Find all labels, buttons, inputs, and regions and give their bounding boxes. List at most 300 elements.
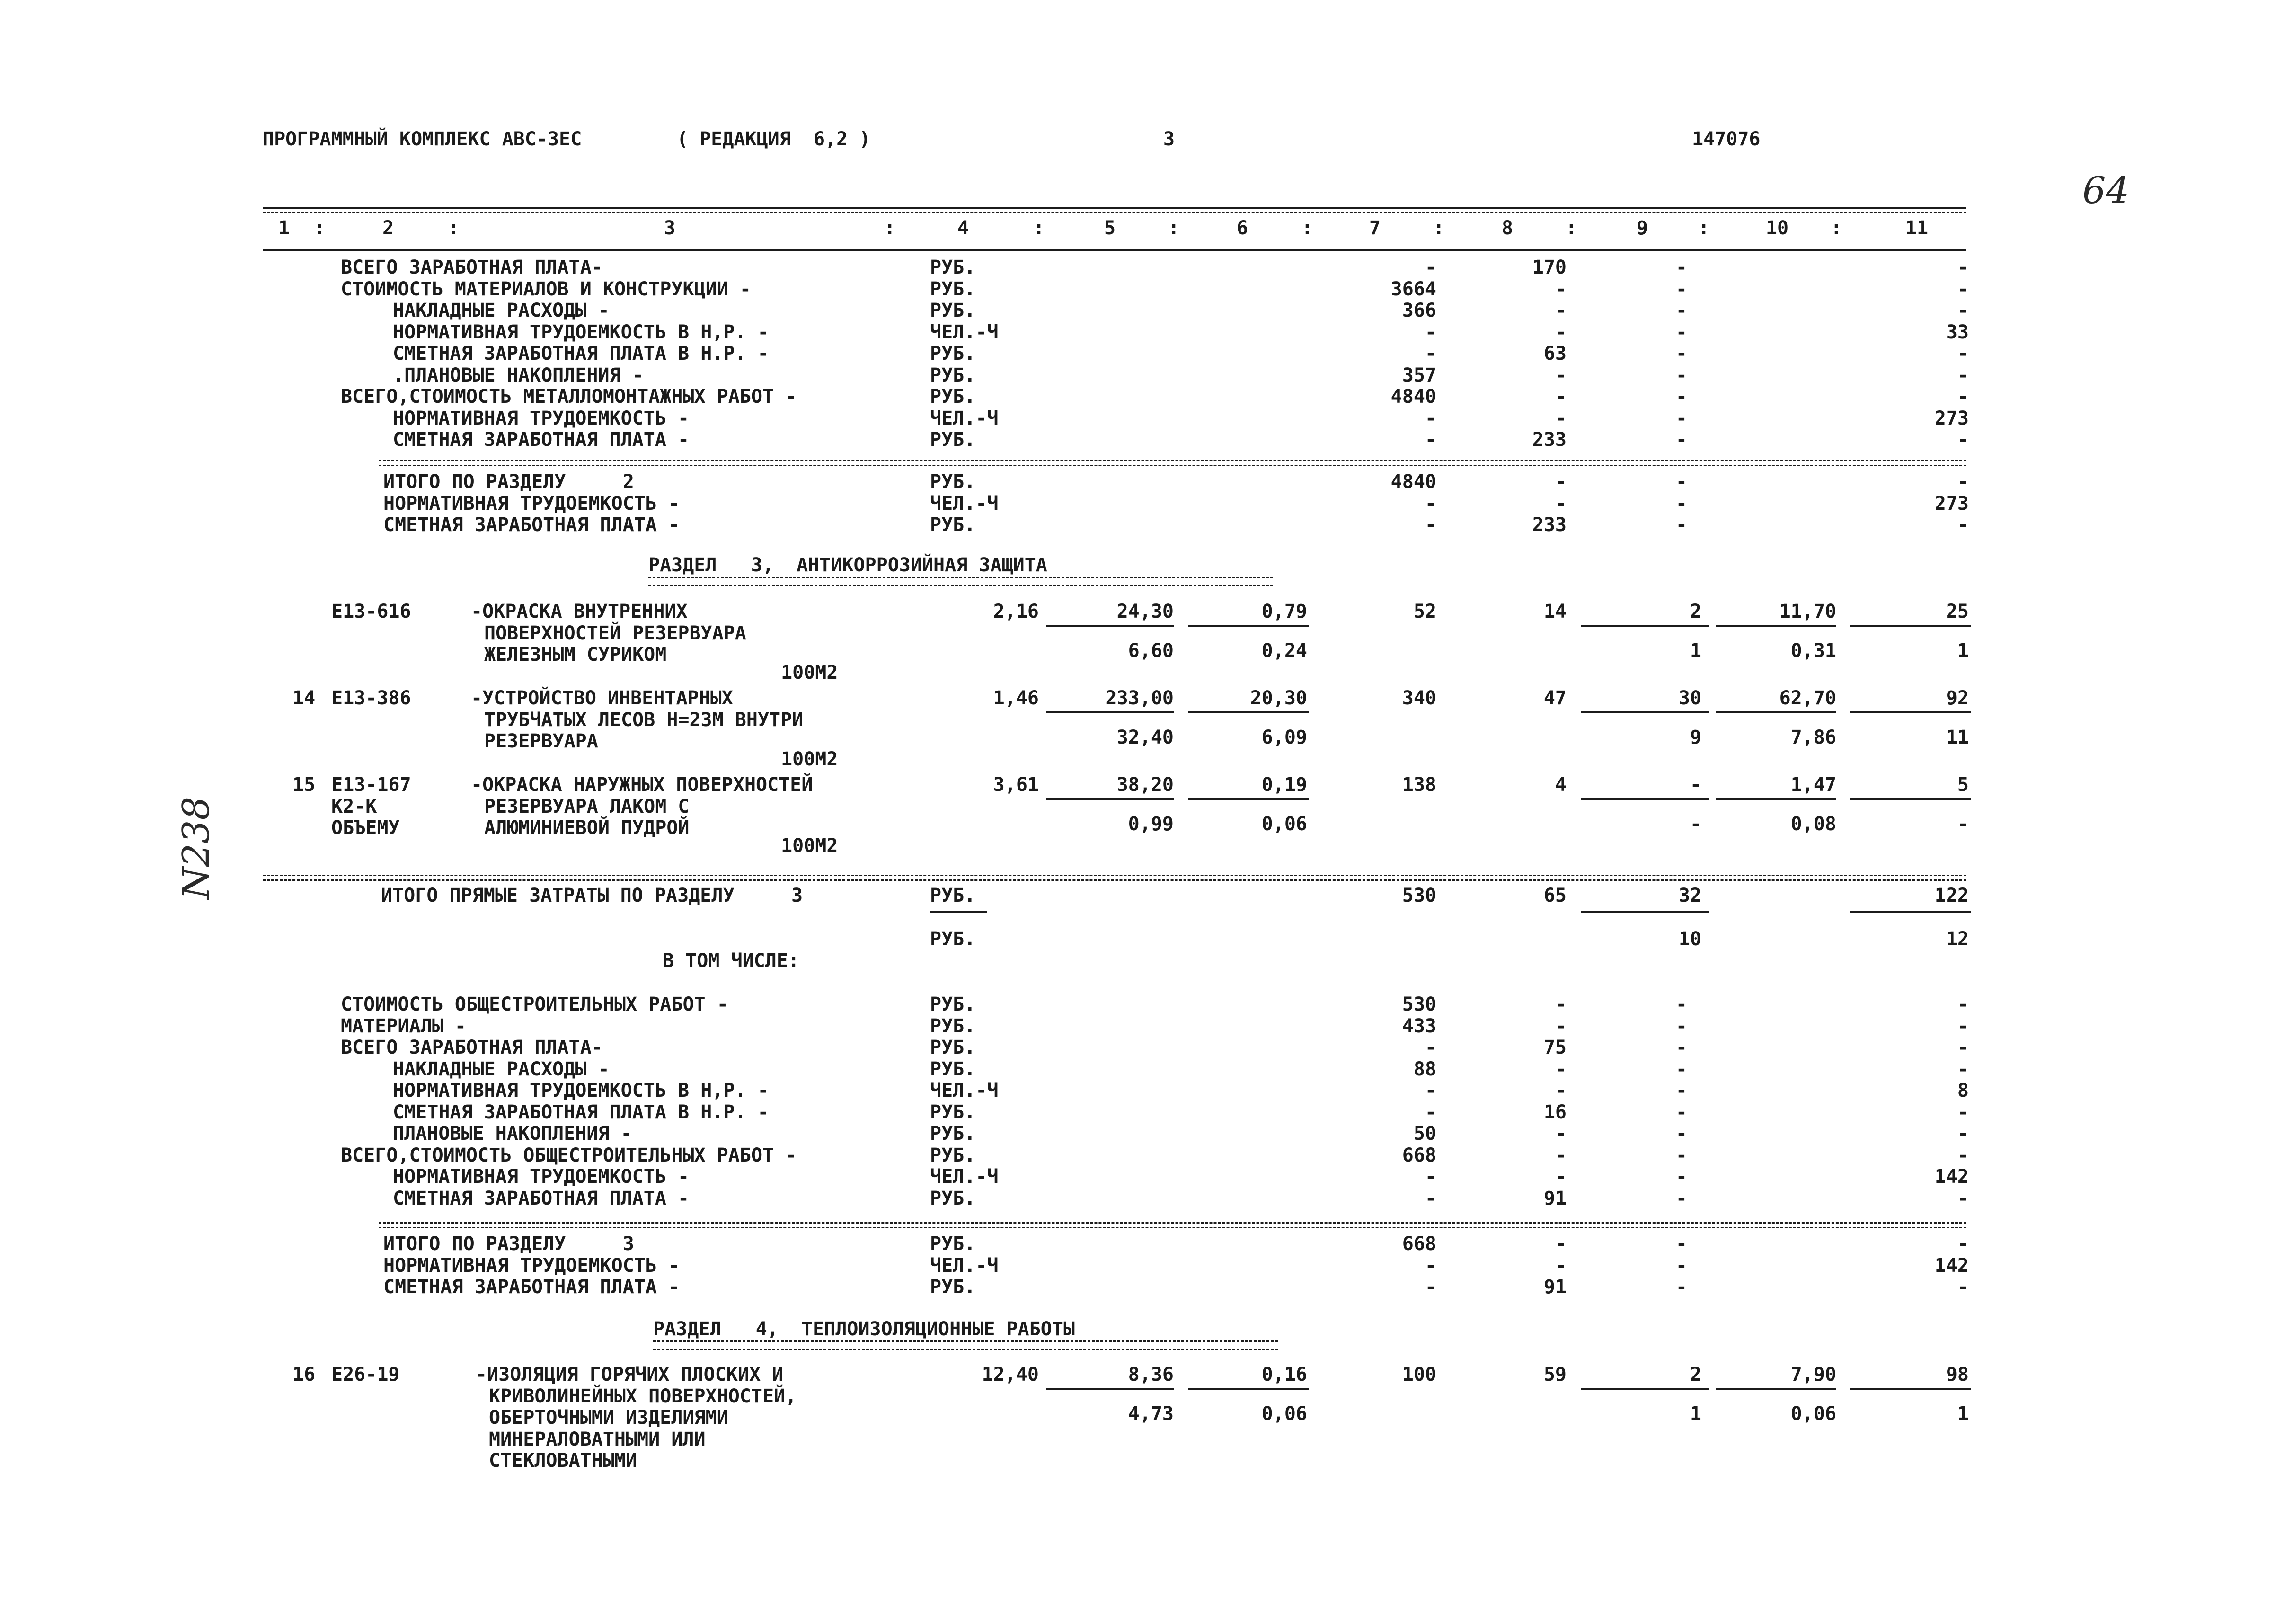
unit-cell: РУБ. [930, 885, 976, 906]
col9-cell: - [1675, 1144, 1687, 1166]
col11-cell: 98 [1946, 1364, 1969, 1385]
col7-cell: - [1425, 407, 1436, 429]
col8-cell: 75 [1543, 1037, 1567, 1058]
col5-cell: 233,00 [1105, 687, 1174, 709]
col11-cell: - [1957, 429, 1969, 451]
unit-cell: РУБ. [930, 928, 976, 950]
col6-cell: 0,19 [1261, 774, 1307, 796]
col11-cell: 92 [1946, 687, 1969, 709]
col8-cell: - [1555, 994, 1567, 1015]
col9-cell: 32 [1678, 885, 1701, 906]
column-header-2: 2 [382, 217, 394, 239]
column-header-8: 8 [1501, 217, 1514, 239]
col8-cell: - [1555, 386, 1567, 408]
section-4-title: РАЗДЕЛ 4, ТЕПЛОИЗОЛЯЦИОННЫЕ РАБОТЫ [653, 1318, 1075, 1340]
col9-cell: 30 [1678, 687, 1701, 709]
col11-cell: 142 [1934, 1254, 1969, 1277]
section-4-underline [653, 1340, 1278, 1350]
col7-cell: 357 [1402, 364, 1436, 386]
document-code: 147076 [1692, 128, 1761, 150]
unit-cell: РУБ. [930, 1058, 976, 1080]
col9-cell: - [1690, 813, 1701, 835]
unit-cell: РУБ. [930, 471, 976, 493]
col10-cell: 7,86 [1790, 727, 1836, 748]
edition-label: ( РЕДАКЦИЯ 6,2 ) [677, 128, 871, 150]
fraction-bar [1046, 1388, 1174, 1390]
item-description: ОБЕРТОЧНЫМИ ИЗДЕЛИЯМИ [489, 1407, 728, 1429]
col9-cell: 1 [1690, 1403, 1701, 1425]
summary-label: ПЛАНОВЫЕ НАКОПЛЕНИЯ - [393, 1123, 632, 1145]
fraction-bar [1046, 798, 1174, 800]
summary-label: СМЕТНАЯ ЗАРАБОТНАЯ ПЛАТА - [383, 514, 680, 536]
column-header-9: 9 [1636, 217, 1648, 239]
col4-cell: 12,40 [982, 1364, 1039, 1385]
summary-label: СМЕТНАЯ ЗАРАБОТНАЯ ПЛАТА - [383, 1276, 680, 1298]
col8-cell: - [1555, 278, 1567, 300]
summary-label: ИТОГО ПО РАЗДЕЛУ 3 [383, 1233, 634, 1255]
col7-cell: 340 [1402, 687, 1436, 709]
unit-cell: РУБ. [930, 1015, 976, 1037]
col6-cell: 0,16 [1261, 1364, 1307, 1385]
summary-label: СТОИМОСТЬ МАТЕРИАЛОВ И КОНСТРУКЦИИ - [341, 278, 751, 300]
col11-cell: - [1957, 364, 1969, 386]
column-header-4: 4 [957, 217, 969, 239]
col8-cell: - [1555, 1058, 1567, 1080]
unit-cell: ЧЕЛ.-Ч [930, 1254, 999, 1277]
col11-cell: 5 [1957, 774, 1969, 796]
including-label: В ТОМ ЧИСЛЕ: [663, 950, 799, 972]
item-description: ЖЕЛЕЗНЫМ СУРИКОМ [484, 644, 667, 666]
column-separator: : [1698, 217, 1710, 239]
unit-cell: РУБ. [930, 1101, 976, 1123]
col8-cell: 91 [1543, 1276, 1567, 1298]
col11-cell: - [1957, 514, 1969, 536]
item-code-extra: К2-К [331, 795, 377, 817]
summary-label: ИТОГО ПО РАЗДЕЛУ 2 [383, 471, 634, 493]
summary-label: НОРМАТИВНАЯ ТРУДОЕМКОСТЬ - [383, 492, 680, 515]
fraction-bar [1850, 711, 1971, 713]
direct-costs-label: ИТОГО ПРЯМЫЕ ЗАТРАТЫ ПО РАЗДЕЛУ 3 [381, 885, 803, 906]
col11-cell: - [1957, 1144, 1969, 1166]
col9-cell: 9 [1690, 727, 1701, 748]
fraction-bar [1581, 911, 1709, 913]
item-code: Е13-167 [331, 774, 411, 796]
fraction-bar [1188, 711, 1309, 713]
col8-cell: - [1555, 492, 1567, 515]
item-description: ПОВЕРХНОСТЕЙ РЕЗЕРВУАРА [484, 622, 746, 644]
program-title: ПРОГРАММНЫЙ КОМПЛЕКС АВС-3ЕС [263, 128, 582, 150]
unit-cell: РУБ. [930, 1276, 976, 1298]
col7-cell: - [1425, 492, 1436, 515]
col9-cell: - [1675, 492, 1687, 515]
col9-cell: 1 [1690, 640, 1701, 662]
col9-cell: 2 [1690, 601, 1701, 622]
item-code: Е13-386 [331, 687, 411, 709]
summary-label: НОРМАТИВНАЯ ТРУДОЕМКОСТЬ - [393, 1166, 690, 1188]
col7-cell: - [1425, 429, 1436, 451]
summary-label: НАКЛАДНЫЕ РАСХОДЫ - [393, 300, 610, 321]
header-bottom-rule [263, 249, 1966, 251]
item-code: Е13-616 [331, 601, 411, 622]
item-description: -УСТРОЙСТВО ИНВЕНТАРНЫХ [471, 687, 733, 709]
col10-cell: 0,08 [1790, 813, 1836, 835]
fraction-bar [1046, 625, 1174, 627]
col7-cell: - [1425, 1166, 1436, 1188]
column-separator: : [884, 217, 896, 239]
summary-label: СМЕТНАЯ ЗАРАБОТНАЯ ПЛАТА В Н.Р. - [393, 343, 769, 364]
col11-cell: 1 [1957, 640, 1969, 662]
column-separator: : [313, 217, 326, 239]
item-number: 16 [292, 1364, 316, 1385]
col7-cell: 52 [1413, 601, 1436, 622]
fraction-bar [1850, 798, 1971, 800]
column-header-1: 1 [278, 217, 290, 239]
summary-label: СМЕТНАЯ ЗАРАБОТНАЯ ПЛАТА - [393, 429, 690, 451]
item-code: Е26-19 [331, 1364, 400, 1385]
summary-label: СТОИМОСТЬ ОБЩЕСТРОИТЕЛЬНЫХ РАБОТ - [341, 994, 728, 1015]
col11-cell: - [1957, 300, 1969, 321]
col10-cell: 0,31 [1790, 640, 1836, 662]
col9-cell: - [1675, 364, 1687, 386]
col8-cell: 170 [1532, 257, 1567, 278]
col8-cell: 16 [1543, 1101, 1567, 1123]
col9-cell: - [1675, 1037, 1687, 1058]
unit-cell: РУБ. [930, 1037, 976, 1058]
unit-cell: РУБ. [930, 300, 976, 321]
column-header-5: 5 [1104, 217, 1116, 239]
unit-cell: РУБ. [930, 514, 976, 536]
col6-cell: 0,06 [1261, 813, 1307, 835]
col9-cell: - [1675, 471, 1687, 493]
summary-label: НОРМАТИВНАЯ ТРУДОЕМКОСТЬ В Н,Р. - [393, 321, 769, 343]
col9-cell: - [1675, 1166, 1687, 1188]
col8-cell: - [1555, 1144, 1567, 1166]
col7-cell: - [1425, 1037, 1436, 1058]
item-number: 15 [292, 774, 316, 796]
col11-cell: - [1957, 813, 1969, 835]
col8-cell: 233 [1532, 429, 1567, 451]
col11-cell: 273 [1934, 407, 1969, 429]
summary-label: ВСЕГО,СТОИМОСТЬ МЕТАЛЛОМОНТАЖНЫХ РАБОТ - [341, 386, 797, 408]
col8-cell: - [1555, 1015, 1567, 1037]
fraction-bar [1188, 798, 1309, 800]
col11-cell: 1 [1957, 1403, 1969, 1425]
item-code-extra: ОБЪЕМУ [331, 817, 400, 839]
column-separator: : [1033, 217, 1045, 239]
block-separator [379, 1227, 1966, 1228]
col7-cell: - [1425, 257, 1436, 278]
fraction-bar [1716, 798, 1836, 800]
col9-cell: - [1675, 1101, 1687, 1123]
col9-cell: - [1675, 1123, 1687, 1145]
unit-cell: РУБ. [930, 429, 976, 451]
column-separator: : [1830, 217, 1842, 239]
col9-cell: - [1675, 1276, 1687, 1298]
summary-label: НОРМАТИВНАЯ ТРУДОЕМКОСТЬ - [383, 1254, 680, 1277]
item-description: -ОКРАСКА ВНУТРЕННИХ [471, 601, 688, 622]
col5-cell: 38,20 [1116, 774, 1174, 796]
col8-cell: - [1555, 1233, 1567, 1255]
summary-label: .ПЛАНОВЫЕ НАКОПЛЕНИЯ - [393, 364, 644, 386]
summary-label: ВСЕГО ЗАРАБОТНАЯ ПЛАТА- [341, 257, 603, 278]
col7-cell: - [1425, 1187, 1436, 1209]
col7-cell: 88 [1413, 1058, 1436, 1080]
col6-cell: 6,09 [1261, 727, 1307, 748]
unit-cell: РУБ. [930, 1144, 976, 1166]
column-header-7: 7 [1369, 217, 1381, 239]
col10-cell: 0,06 [1790, 1403, 1836, 1425]
fraction-bar [1188, 1388, 1309, 1390]
summary-label: СМЕТНАЯ ЗАРАБОТНАЯ ПЛАТА В Н.Р. - [393, 1101, 769, 1123]
fraction-bar [1581, 711, 1709, 713]
item-unit: 100М2 [781, 834, 838, 857]
item-description: МИНЕРАЛОВАТНЫМИ ИЛИ [489, 1428, 706, 1450]
col8-cell: - [1555, 1166, 1567, 1188]
col7-cell: 433 [1402, 1015, 1436, 1037]
col8-cell: 233 [1532, 514, 1567, 536]
col9-cell: - [1690, 774, 1701, 796]
col11-cell: 122 [1934, 885, 1969, 906]
column-header-3: 3 [664, 217, 676, 239]
block-separator [379, 465, 1966, 466]
col9-cell: - [1675, 994, 1687, 1015]
col5-cell: 0,99 [1128, 813, 1174, 835]
page-number: 3 [1163, 128, 1175, 150]
col6-cell: 0,24 [1261, 640, 1307, 662]
col11-cell: 8 [1957, 1080, 1969, 1101]
column-separator: : [1565, 217, 1577, 239]
col7-cell: 668 [1402, 1233, 1436, 1255]
item-description: -ИЗОЛЯЦИЯ ГОРЯЧИХ ПЛОСКИХ И [476, 1364, 784, 1385]
col5-cell: 6,60 [1128, 640, 1174, 662]
fraction-bar [1716, 1388, 1836, 1390]
col8-cell: - [1555, 321, 1567, 343]
col11-cell: - [1957, 1101, 1969, 1123]
item-description: СТЕКЛОВАТНЫМИ [489, 1450, 637, 1472]
col7-cell: 50 [1413, 1123, 1436, 1145]
col10-cell: 7,90 [1790, 1364, 1836, 1385]
unit-cell: РУБ. [930, 278, 976, 300]
block-separator [379, 1222, 1966, 1224]
section-3-underline [648, 577, 1273, 586]
summary-label: МАТЕРИАЛЫ - [341, 1015, 466, 1037]
col7-cell: 3664 [1390, 278, 1436, 300]
col11-cell: - [1957, 386, 1969, 408]
col9-cell: - [1675, 1254, 1687, 1277]
block-separator [263, 879, 1966, 881]
item-description: -ОКРАСКА НАРУЖНЫХ ПОВЕРХНОСТЕЙ [471, 774, 813, 796]
col9-cell: - [1675, 343, 1687, 364]
summary-label: ВСЕГО,СТОИМОСТЬ ОБЩЕСТРОИТЕЛЬНЫХ РАБОТ - [341, 1144, 797, 1166]
item-description: КРИВОЛИНЕЙНЫХ ПОВЕРХНОСТЕЙ, [489, 1385, 797, 1407]
col9-cell: - [1675, 1233, 1687, 1255]
col11-cell: - [1957, 471, 1969, 493]
col7-cell: - [1425, 1254, 1436, 1277]
col11-cell: - [1957, 1233, 1969, 1255]
col10-cell: 1,47 [1790, 774, 1836, 796]
col11-cell: - [1957, 278, 1969, 300]
col6-cell: 0,06 [1261, 1403, 1307, 1425]
col9-cell: - [1675, 1187, 1687, 1209]
fraction-bar [1188, 625, 1309, 627]
header-top-rule-2 [263, 212, 1966, 213]
summary-label: НАКЛАДНЫЕ РАСХОДЫ - [393, 1058, 610, 1080]
col9-cell: - [1675, 1058, 1687, 1080]
col6-cell: 0,79 [1261, 601, 1307, 622]
col11-cell: - [1957, 1123, 1969, 1145]
col11-cell: - [1957, 343, 1969, 364]
unit-cell: ЧЕЛ.-Ч [930, 321, 999, 343]
fraction-bar [1850, 911, 1971, 913]
fraction-bar [1581, 1388, 1709, 1390]
col9-cell: - [1675, 407, 1687, 429]
unit-cell: ЧЕЛ.-Ч [930, 1080, 999, 1101]
col10-cell: 11,70 [1779, 601, 1836, 622]
col11-cell: 11 [1946, 727, 1969, 748]
col6-cell: 20,30 [1250, 687, 1307, 709]
unit-cell: ЧЕЛ.-Ч [930, 1166, 999, 1188]
col5-cell: 8,36 [1128, 1364, 1174, 1385]
col7-cell: - [1425, 321, 1436, 343]
fraction-bar [1716, 625, 1836, 627]
column-header-10: 10 [1765, 217, 1789, 239]
col8-cell: - [1555, 300, 1567, 321]
col9-cell: - [1675, 514, 1687, 536]
unit-cell: РУБ. [930, 1233, 976, 1255]
col7-cell: 100 [1402, 1364, 1436, 1385]
col9-cell: - [1675, 278, 1687, 300]
col4-cell: 2,16 [993, 601, 1039, 622]
fraction-bar [930, 911, 987, 913]
col8-cell: - [1555, 1123, 1567, 1145]
block-separator [263, 875, 1966, 876]
col9-cell: - [1675, 429, 1687, 451]
col11-cell: - [1957, 1015, 1969, 1037]
unit-cell: ЧЕЛ.-Ч [930, 407, 999, 429]
col7-cell: - [1425, 1101, 1436, 1123]
item-number: 14 [292, 687, 316, 709]
fraction-bar [1716, 711, 1836, 713]
col8-cell: 65 [1543, 885, 1567, 906]
unit-cell: РУБ. [930, 343, 976, 364]
col11-cell: 12 [1946, 928, 1969, 950]
item-description: АЛЮМИНИЕВОЙ ПУДРОЙ [484, 817, 690, 839]
col5-cell: 32,40 [1116, 727, 1174, 748]
col11-cell: - [1957, 1037, 1969, 1058]
col8-cell: - [1555, 364, 1567, 386]
column-header-11: 11 [1905, 217, 1929, 239]
col8-cell: 4 [1555, 774, 1567, 796]
col7-cell: 668 [1402, 1144, 1436, 1166]
col7-cell: 530 [1402, 994, 1436, 1015]
handwritten-page-number: 64 [2082, 169, 2130, 212]
col11-cell: 33 [1946, 321, 1969, 343]
col8-cell: - [1555, 407, 1567, 429]
col7-cell: 138 [1402, 774, 1436, 796]
col11-cell: - [1957, 1058, 1969, 1080]
handwritten-margin-note: N238 [175, 796, 218, 899]
col7-cell: 4840 [1390, 471, 1436, 493]
col11-cell: 273 [1934, 492, 1969, 515]
col4-cell: 1,46 [993, 687, 1039, 709]
col11-cell: - [1957, 994, 1969, 1015]
column-separator: : [1168, 217, 1180, 239]
col9-cell: - [1675, 386, 1687, 408]
item-description: ТРУБЧАТЫХ ЛЕСОВ Н=23М ВНУТРИ [484, 709, 804, 731]
item-description: РЕЗЕРВУАРА ЛАКОМ С [484, 795, 690, 817]
col9-cell: - [1675, 321, 1687, 343]
fraction-bar [1850, 625, 1971, 627]
col11-cell: - [1957, 1187, 1969, 1209]
unit-cell: РУБ. [930, 994, 976, 1015]
fraction-bar [1581, 798, 1709, 800]
col8-cell: 14 [1543, 601, 1567, 622]
col8-cell: 63 [1543, 343, 1567, 364]
item-unit: 100М2 [781, 661, 838, 683]
col11-cell: 25 [1946, 601, 1969, 622]
item-unit: 100М2 [781, 748, 838, 770]
col7-cell: 530 [1402, 885, 1436, 906]
col7-cell: - [1425, 343, 1436, 364]
column-separator: : [447, 217, 460, 239]
col5-cell: 24,30 [1116, 601, 1174, 622]
col8-cell: 47 [1543, 687, 1567, 709]
col7-cell: - [1425, 514, 1436, 536]
fraction-bar [1581, 625, 1709, 627]
header-top-rule [263, 207, 1966, 209]
unit-cell: РУБ. [930, 364, 976, 386]
col9-cell: - [1675, 1080, 1687, 1101]
col9-cell: - [1675, 1015, 1687, 1037]
col4-cell: 3,61 [993, 774, 1039, 796]
summary-label: СМЕТНАЯ ЗАРАБОТНАЯ ПЛАТА - [393, 1187, 690, 1209]
fraction-bar [1046, 711, 1174, 713]
col8-cell: - [1555, 1080, 1567, 1101]
col9-cell: 2 [1690, 1364, 1701, 1385]
col10-cell: 62,70 [1779, 687, 1836, 709]
col7-cell: - [1425, 1080, 1436, 1101]
fraction-bar [1850, 1388, 1971, 1390]
unit-cell: РУБ. [930, 1187, 976, 1209]
col7-cell: - [1425, 1276, 1436, 1298]
item-description: РЕЗЕРВУАРА [484, 730, 598, 752]
col11-cell: 142 [1934, 1166, 1969, 1188]
col8-cell: 91 [1543, 1187, 1567, 1209]
summary-label: ВСЕГО ЗАРАБОТНАЯ ПЛАТА- [341, 1037, 603, 1058]
column-header-6: 6 [1236, 217, 1248, 239]
col8-cell: - [1555, 1254, 1567, 1277]
unit-cell: РУБ. [930, 386, 976, 408]
section-3-title: РАЗДЕЛ 3, АНТИКОРРОЗИЙНАЯ ЗАЩИТА [648, 554, 1047, 576]
column-separator: : [1433, 217, 1445, 239]
col11-cell: - [1957, 257, 1969, 278]
summary-label: НОРМАТИВНАЯ ТРУДОЕМКОСТЬ - [393, 407, 690, 429]
col9-cell: - [1675, 257, 1687, 278]
col5-cell: 4,73 [1128, 1403, 1174, 1425]
col9-cell: - [1675, 300, 1687, 321]
col8-cell: - [1555, 471, 1567, 493]
block-separator [379, 460, 1966, 461]
col7-cell: 366 [1402, 300, 1436, 321]
unit-cell: РУБ. [930, 1123, 976, 1145]
col7-cell: 4840 [1390, 386, 1436, 408]
unit-cell: ЧЕЛ.-Ч [930, 492, 999, 515]
col8-cell: 59 [1543, 1364, 1567, 1385]
summary-label: НОРМАТИВНАЯ ТРУДОЕМКОСТЬ В Н,Р. - [393, 1080, 769, 1101]
column-separator: : [1301, 217, 1313, 239]
col11-cell: - [1957, 1276, 1969, 1298]
col9-cell: 10 [1678, 928, 1701, 950]
